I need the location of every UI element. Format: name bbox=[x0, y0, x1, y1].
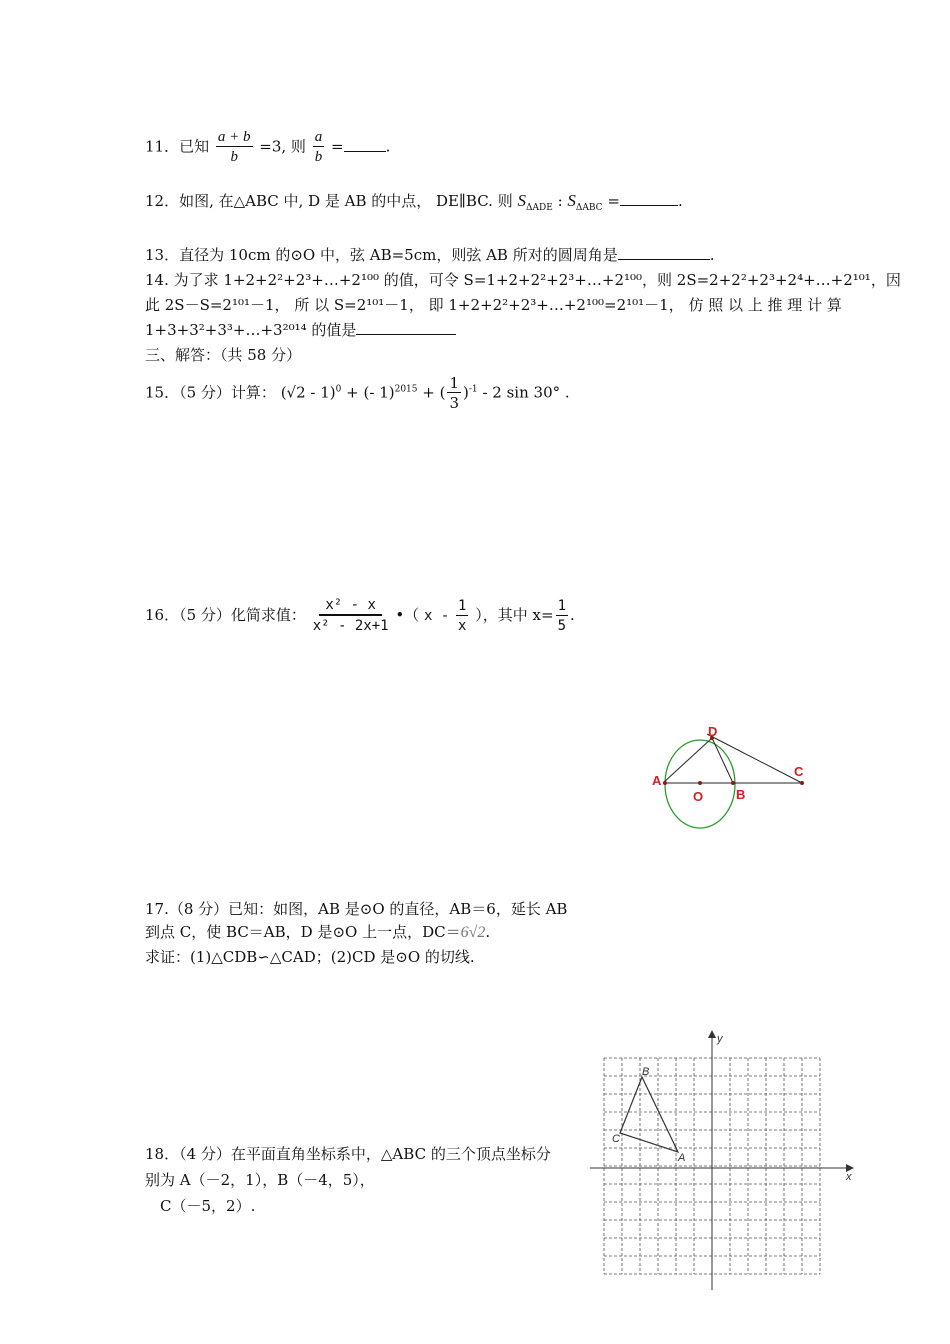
q13-end: . bbox=[709, 246, 715, 264]
q16-value-fraction bbox=[556, 597, 568, 636]
question-16 bbox=[145, 596, 575, 636]
q17-line-1: 17.（8 分）已知：如图，AB 是⊙O 的直径，AB＝6，延长 AB bbox=[145, 900, 568, 918]
q15-exp-d: -1 bbox=[468, 384, 478, 395]
q18-label-a: A bbox=[678, 1152, 686, 1164]
q15-frac-numerator: 1 bbox=[449, 374, 460, 392]
q16-value-denominator: 5 bbox=[557, 617, 566, 634]
q17-label-b: B bbox=[736, 787, 746, 802]
q15-expr-c: + ( bbox=[422, 383, 446, 402]
q14-line-3-text: 1+3+3²+3³+…+3²⁰¹⁴ 的值是 bbox=[145, 321, 357, 339]
q14-answer-blank bbox=[356, 320, 456, 335]
q12-answer-blank bbox=[620, 191, 678, 206]
q11-frac2-numerator: a bbox=[314, 129, 323, 145]
q16-frac2-denominator: x bbox=[458, 617, 467, 634]
q12-s1-sub: ΔADE bbox=[526, 203, 553, 213]
q17-label-d: D bbox=[708, 724, 718, 739]
q16-fraction bbox=[313, 596, 389, 636]
q15-expr-e: - 2 sin 30° bbox=[482, 383, 561, 402]
q12-text: 12．如图, 在△ABC 中, D 是 AB 的中点， DE∥BC. 则 bbox=[145, 192, 513, 210]
q18-line-2: 别为 A（－2，1），B（－4，5）， bbox=[145, 1171, 375, 1189]
q14-line-3 bbox=[145, 319, 456, 340]
q11-fraction-2 bbox=[313, 128, 325, 167]
q14-line-1: 14. 为了求 1+2+2²+2³+…+2¹⁰⁰ 的值，可令 S=1+2+2²+2³+…+2¹⁰⁰，则 2S=2+2²+2³+2⁴+…+2¹⁰¹，因 bbox=[145, 271, 901, 289]
q18-axis-x-label: x bbox=[846, 1171, 852, 1183]
q18-line-3: C（－5，2）. bbox=[160, 1197, 256, 1215]
q13-text: 13．直径为 10cm 的⊙O 中，弦 AB=5cm，则弦 AB 所对的圆周角是 bbox=[145, 246, 618, 264]
q11-prefix: 11．已知 bbox=[145, 137, 210, 156]
question-13 bbox=[145, 244, 715, 265]
q18-line-1: 18．（4 分）在平面直角坐标系中，△ABC 的三个顶点坐标分 bbox=[145, 1145, 551, 1163]
q16-fraction-2 bbox=[456, 597, 468, 636]
q17-figure bbox=[640, 720, 820, 835]
q16-close: ），其中 x= bbox=[475, 606, 554, 624]
q16-prefix: 16．（5 分）化简求值： bbox=[145, 606, 306, 624]
section-3-header: 三、解答：（共 58 分） bbox=[145, 346, 302, 364]
q16-frac2-numerator: 1 bbox=[458, 597, 467, 614]
q11-frac1-numerator: a + b bbox=[217, 129, 251, 145]
q18-axis-y-label: y bbox=[717, 1033, 723, 1045]
q15-expr-d: ) bbox=[463, 383, 469, 402]
q15-expr-a: (√2 - 1) bbox=[280, 383, 336, 402]
q16-dot: •（ bbox=[395, 606, 420, 624]
q16-end: . bbox=[570, 606, 575, 624]
q11-frac1-denominator: b bbox=[230, 149, 238, 165]
q12-end: . bbox=[677, 192, 683, 210]
q18-label-c: C bbox=[612, 1133, 620, 1145]
q11-suffix: = bbox=[331, 137, 344, 156]
q12-colon: : bbox=[557, 192, 568, 210]
q14-line-2: 此 2S－S=2¹⁰¹－1， 所 以 S=2¹⁰¹－1， 即 1+2+2²+2³+…+2¹⁰⁰=2¹⁰¹－1， 仿 照 以 上 推 理 计 算 bbox=[145, 296, 842, 314]
question-12 bbox=[145, 190, 683, 213]
q15-expr-b: + (- 1) bbox=[346, 383, 395, 402]
q15-exp-a: 0 bbox=[335, 384, 342, 395]
q12-s1: S bbox=[517, 191, 526, 210]
q16-x: x - bbox=[423, 608, 450, 624]
q16-value-numerator: 1 bbox=[557, 597, 566, 614]
q18-y-arrow bbox=[708, 1030, 716, 1038]
q15-fraction bbox=[447, 374, 461, 413]
question-15 bbox=[145, 374, 570, 413]
q13-answer-blank bbox=[618, 245, 710, 260]
q16-frac-denominator: x² - 2x+1 bbox=[312, 618, 389, 634]
q15-prefix: 15．（5 分）计算： bbox=[145, 383, 276, 402]
q11-frac2-denominator: b bbox=[314, 149, 323, 165]
q11-end: . bbox=[385, 137, 391, 156]
q11-mid: =3, 则 bbox=[259, 137, 306, 156]
q17-point-o bbox=[698, 781, 702, 785]
q17-label-o: O bbox=[693, 789, 704, 804]
q17-line-2-text: 到点 C，使 BC＝AB，D 是⊙O 上一点，DC＝ bbox=[145, 923, 461, 941]
q12-s2: S bbox=[567, 191, 576, 210]
q17-point-c bbox=[800, 781, 804, 785]
q15-frac-denominator: 3 bbox=[449, 394, 460, 412]
q17-line-2 bbox=[145, 921, 490, 942]
q17-dc-value: 6√2 bbox=[460, 924, 486, 941]
q11-fraction-1 bbox=[216, 128, 253, 167]
q17-line-3: 求证：(1)△CDB∽△CAD；(2)CD 是⊙O 的切线. bbox=[145, 948, 475, 966]
q12-eq: = bbox=[607, 192, 620, 210]
q15-exp-b: 2015 bbox=[394, 384, 418, 395]
q18-figure bbox=[590, 1028, 860, 1298]
q17-line-2-end: . bbox=[485, 923, 491, 941]
question-11 bbox=[145, 128, 390, 167]
q12-s2-sub: ΔABC bbox=[575, 203, 603, 213]
q17-point-b bbox=[731, 781, 735, 785]
q17-point-a bbox=[663, 781, 667, 785]
q17-label-a: A bbox=[652, 773, 662, 788]
q16-frac-numerator: x² - x bbox=[319, 596, 382, 616]
q18-triangle bbox=[620, 1077, 678, 1152]
q11-answer-blank bbox=[344, 137, 386, 152]
q18-label-b: B bbox=[642, 1066, 650, 1078]
q15-end: . bbox=[560, 383, 570, 402]
q17-label-c: C bbox=[794, 764, 804, 779]
